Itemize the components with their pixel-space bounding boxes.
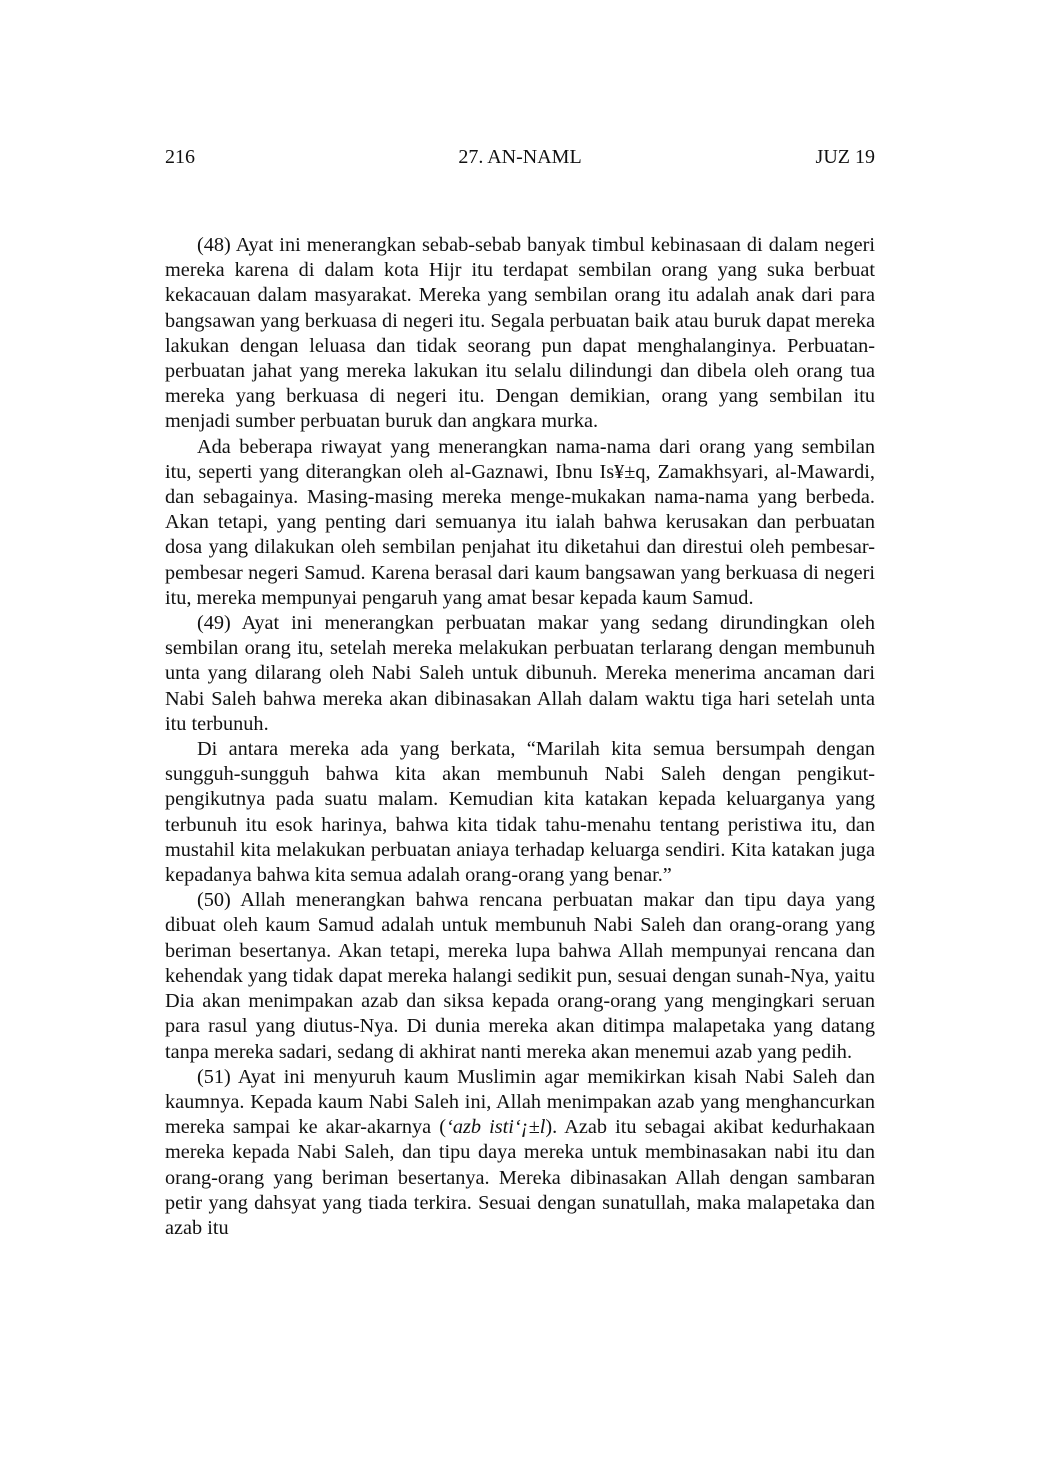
paragraph-51 <box>165 1065 875 1241</box>
paragraph-49-quote: Di antara mereka ada yang berkata, “Marilah kita semua bersumpah dengan sungguh-sungguh bahwa kita akan membunuh Nabi Saleh dengan pengikut-pengikutnya pada suatu malam. Kemudian kita katakan kepada keluarganya yang terbunuh itu esok harinya, bahwa kita tidak tahu-menahu tentang peristiwa itu, dan mustahil kita melakukan perbuatan aniaya terhadap keluarga sendiri. Kita katakan juga kepadanya bahwa kita semua adalah orang-orang yang benar.” <box>165 738 875 887</box>
page-header <box>165 146 875 174</box>
page-number: 216 <box>165 146 195 168</box>
paragraph-48: (48) Ayat ini menerangkan sebab-sebab banyak timbul kebinasaan di dalam negeri mereka karena di dalam kota Hijr itu terdapat sembilan orang yang suka berbuat kekacauan dalam masyarakat. Mereka yang sembilan orang itu adalah anak dari para bangsawan yang berkuasa di negeri itu. Segala perbuatan baik atau buruk dapat mereka lakukan dengan leluasa dan tidak seorang pun dapat menghalanginya. Perbuatan-perbuatan jahat yang mereka lakukan itu selalu dilindungi dan dibela oleh orang tua mereka yang berkuasa di negeri itu. Dengan demikian, orang yang sembilan itu menjadi sumber perbuatan buruk dan angkara murka. <box>165 234 875 433</box>
body-text <box>165 233 875 1241</box>
arabic-term: ‘azb isti‘¡±l <box>446 1116 546 1139</box>
paragraph-49: (49) Ayat ini menerangkan perbuatan makar yang sedang dirundingkan oleh sembilan orang itu, setelah mereka melakukan perbuatan terlarang dengan membunuh unta yang dilarang oleh Nabi Saleh untuk dibunuh. Mereka menerima ancaman dari Nabi Saleh bahwa mereka akan dibinasakan Allah dalam waktu tiga hari setelah unta itu terbunuh. <box>165 612 875 735</box>
paragraph-50: (50) Allah menerangkan bahwa rencana perbuatan makar dan tipu daya yang dibuat oleh kaum Samud adalah untuk membunuh Nabi Saleh dan orang-orang yang beriman besertanya. Akan tetapi, mereka lupa bahwa Allah mempunyai rencana dan kehendak yang tidak dapat mereka halangi sedikit pun, sesuai dengan sunah-Nya, yaitu Dia akan menimpakan azab dan siksa kepada orang-orang yang mengingkari seruan para rasul yang diutus-Nya. Di dunia mereka akan ditimpa malapetaka yang datang tanpa mereka sadari, sedang di akhirat nanti mereka akan menemui azab yang pedih. <box>165 889 875 1063</box>
chapter-title: 27. AN-NAML <box>458 146 582 168</box>
paragraph-51-text-after: ). Azab itu sebagai akibat kedurhakaan mereka kepada Nabi Saleh, dan tipu daya mereka untuk membinasakan nabi itu dan orang-orang yang beriman besertanya. Mereka dibinasakan Allah dengan sambaran petir yang dahsyat yang tiada terkira. Sesuai dengan sunatullah, maka malapetaka dan azab itu <box>165 1116 875 1239</box>
paragraph-51-text-before: (51) Ayat ini menyuruh kaum Muslimin agar memikirkan kisah Nabi Saleh dan kaumnya. Kepada kaum Nabi Saleh ini, Allah menimpakan azab yang menghancurkan mereka sampai ke akar-akarnya ( <box>165 1065 875 1139</box>
paragraph-48-narrators: Ada beberapa riwayat yang menerangkan nama-nama dari orang yang sembilan itu, seperti yang diterangkan oleh al-Gaznawi, Ibnu Is¥±q, Zamakhsyari, al-Mawardi, dan sebagainya. Masing-masing mereka menge-mukakan nama-nama yang berbeda. Akan tetapi, yang penting dari semuanya itu ialah bahwa kerusakan dan perbuatan dosa yang dilakukan oleh sembilan penjahat itu diketahui dan direstui oleh pembesar-pembesar negeri Samud. Karena berasal dari kaum bangsawan yang berkuasa di negeri itu, mereka mempunyai pengaruh yang amat besar kepada kaum Samud. <box>165 435 875 609</box>
juz-label: JUZ 19 <box>815 146 875 168</box>
